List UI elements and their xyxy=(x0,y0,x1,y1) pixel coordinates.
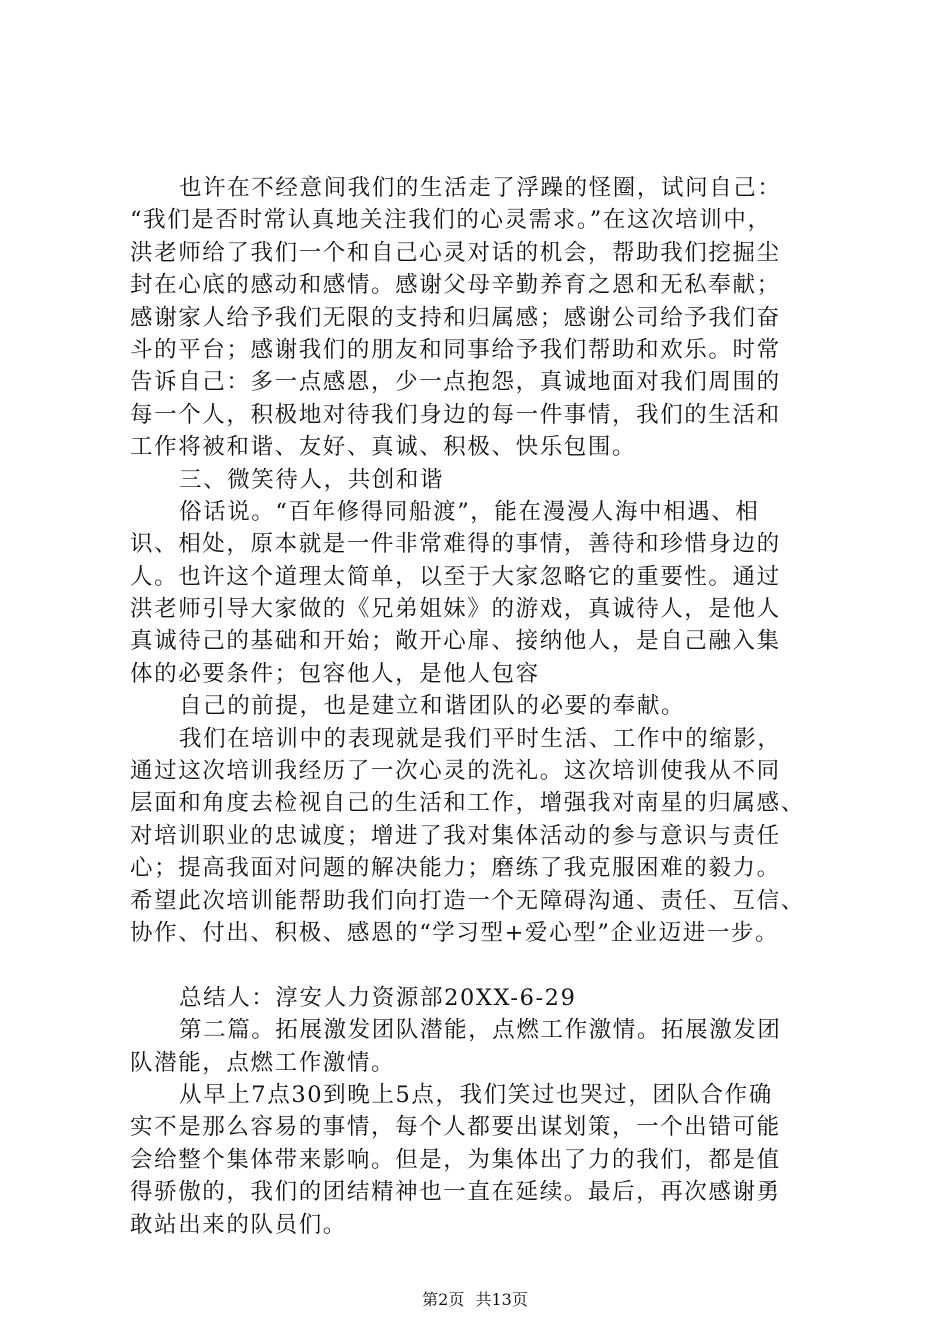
page-footer xyxy=(0,1290,950,1310)
text-line: 也许在不经意间我们的生活走了浮躁的怪圈，试问自己： xyxy=(179,175,782,201)
document-body xyxy=(130,172,830,1241)
section-heading: 三、微笑待人，共创和谐 xyxy=(179,466,445,493)
text-line: 实不是那么容易的事情，每个人都要出谋划策，一个出错可能 xyxy=(130,1114,781,1141)
text-line: 第二篇。拓展激发团队潜能，点燃工作激情。拓展激发团 xyxy=(179,1017,782,1044)
text-line: 心；提高我面对问题的解决能力；磨练了我克服困难的毅力。 xyxy=(130,855,781,882)
blank-line xyxy=(130,949,830,981)
text-line: 告诉自己：多一点感恩，少一点抱怨，真诚地面对我们周围的 xyxy=(130,369,781,396)
text-line: 协作、付出、积极、感恩的“学习型+爱心型”企业迈进一步。 xyxy=(130,919,780,946)
text-line: 感谢家人给予我们无限的支持和归属感；感谢公司给予我们奋 xyxy=(130,304,781,331)
text-line: 封在心底的感动和感情。感谢父母辛勤养育之恩和无私奉献； xyxy=(130,272,781,299)
text-line: 通过这次培训我经历了一次心灵的洗礼。这次培训使我从不同 xyxy=(130,758,781,785)
text-line: 对培训职业的忠诚度；增进了我对集体活动的参与意识与责任 xyxy=(130,822,781,849)
text-line: 从早上7点30到晚上5点，我们笑过也哭过，团队合作确 xyxy=(179,1081,773,1108)
text-line: 俗话说。“百年修得同船渡”，能在漫漫人海中相遇、相 xyxy=(179,498,760,525)
text-line: 会给整个集体带来影响。但是，为集体出了力的我们，都是值 xyxy=(130,1146,781,1173)
text-line: 真诚待己的基础和开始；敞开心扉、接纳他人，是自己融入集 xyxy=(130,628,781,655)
text-line: 队潜能，点燃工作激情。 xyxy=(130,1049,396,1076)
signature-line: 总结人：淳安人力资源部20XX-6-29 xyxy=(179,984,577,1011)
text-line: 工作将被和谐、友好、真诚、积极、快乐包围。 xyxy=(130,434,637,461)
text-line: 我们在培训中的表现就是我们平时生活、工作中的缩影， xyxy=(179,725,782,752)
text-line: 希望此次培训能帮助我们向打造一个无障碍沟通、责任、互信、 xyxy=(130,887,805,914)
text-line: 得骄傲的，我们的团结精神也一直在延续。最后，再次感谢勇 xyxy=(130,1179,781,1206)
text-line: 层面和角度去检视自己的生活和工作，增强我对南星的归属感、 xyxy=(130,790,805,817)
page-total: 共13页 xyxy=(475,1290,528,1309)
text-line: 斗的平台；感谢我们的朋友和同事给予我们帮助和欢乐。时常 xyxy=(130,336,781,363)
text-line: 洪老师给了我们一个和自己心灵对话的机会，帮助我们挖掘尘 xyxy=(130,239,781,266)
text-line: 自己的前提，也是建立和谐团队的必要的奉献。 xyxy=(179,693,686,720)
text-line: 人。也许这个道理太简单，以至于大家忽略它的重要性。通过 xyxy=(130,563,781,590)
text-line: 识、相处，原本就是一件非常难得的事情，善待和珍惜身边的 xyxy=(130,531,781,558)
text-line: 每一个人，积极地对待我们身边的每一件事情，我们的生活和 xyxy=(130,401,781,428)
text-line: 洪老师引导大家做的《兄弟姐妹》的游戏，真诚待人，是他人 xyxy=(130,596,781,623)
text-line: 敢站出来的队员们。 xyxy=(130,1211,347,1238)
text-line: “我们是否时常认真地关注我们的心灵需求。”在这次培训中， xyxy=(130,207,772,234)
text-line: 体的必要条件；包容他人，是他人包容 xyxy=(130,660,540,687)
page-number: 第2页 xyxy=(422,1290,465,1309)
